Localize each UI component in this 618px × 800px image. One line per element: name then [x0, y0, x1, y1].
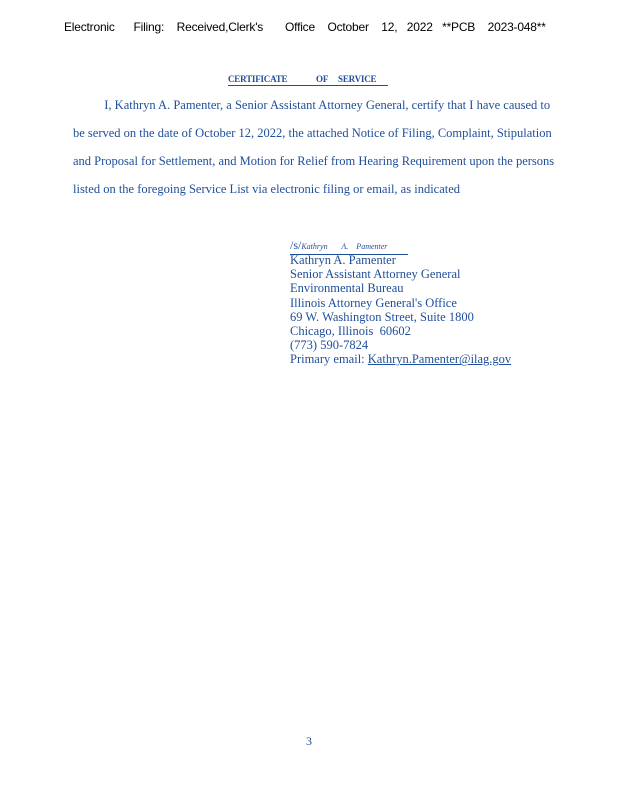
signature-block — [290, 253, 511, 367]
certificate-title: CERTIFICATE OF SERVICE — [228, 74, 388, 86]
signature-bureau: Environmental Bureau — [290, 281, 404, 296]
body-line-4: listed on the foregoing Service List via electronic filing or email, as indicated — [73, 182, 461, 196]
signature-email-line — [290, 352, 511, 366]
signature-phone: (773) 590-7824 — [290, 338, 369, 353]
email-link[interactable]: Kathryn.Pamenter@ilag.gov — [367, 352, 512, 367]
signature-office: Illinois Attorney General's Office — [290, 295, 457, 310]
signature-name: Kathryn A. Pamenter — [290, 253, 396, 267]
signature-slash: /s/ — [290, 238, 302, 252]
signature-street: 69 W. Washington Street, Suite 1800 — [290, 309, 474, 324]
signature-title: Senior Assistant Attorney General — [290, 267, 461, 282]
signature-city: Chicago, Illinois 60602 — [290, 324, 411, 339]
body-line-3: and Proposal for Settlement, and Motion for Relief from Hearing Requirement upon the persons — [73, 154, 555, 168]
email-label: Primary email: — [290, 352, 368, 367]
page-number: 3 — [306, 734, 312, 748]
signature-name-script: Kathryn A. Pamenter — [301, 242, 388, 251]
body-line-1: I, Kathryn A. Pamenter, a Senior Assistant Attorney General, certify that I have caused to — [73, 98, 551, 112]
filing-header: Electronic Filing: Received,Clerk's Office October 12, 2022 **PCB 2023-048** — [64, 20, 546, 34]
body-line-2: be served on the date of October 12, 2022, the attached Notice of Filing, Complaint, Stipulation — [73, 126, 552, 140]
